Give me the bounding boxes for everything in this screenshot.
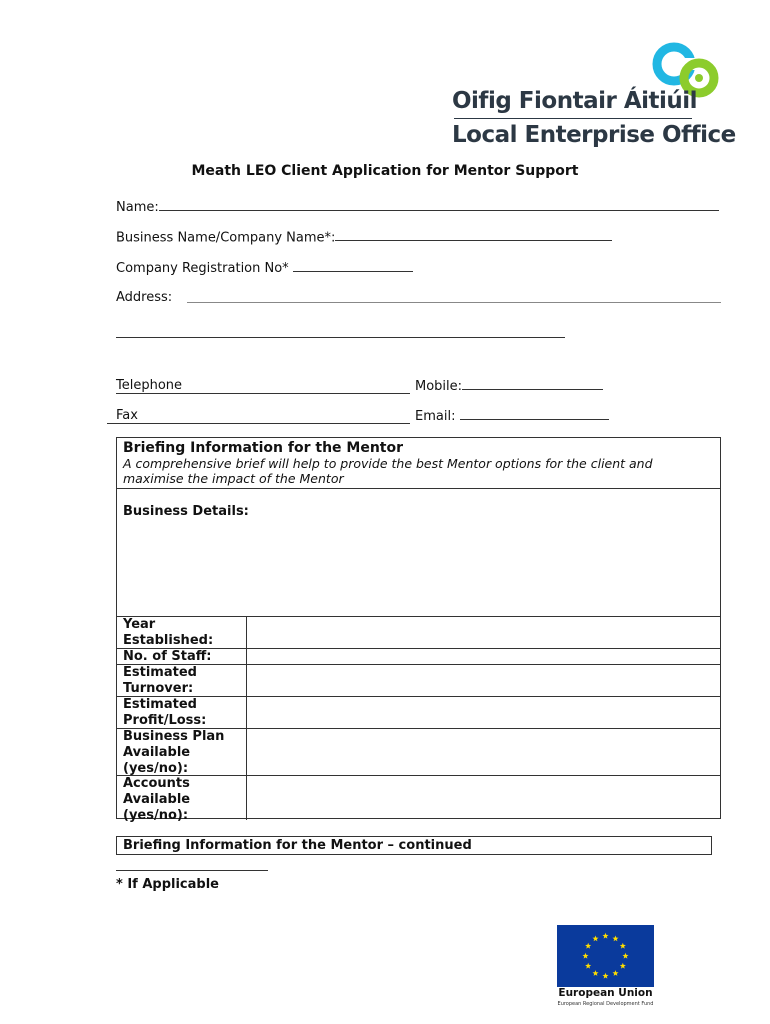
footnote-divider (116, 870, 268, 871)
year-established-input[interactable] (246, 617, 720, 648)
table-row (117, 665, 720, 697)
turnover-input[interactable] (246, 665, 720, 696)
business-name-field[interactable] (116, 229, 612, 245)
address-line-2[interactable] (116, 337, 565, 338)
eu-label: European Union (558, 987, 653, 999)
name-field[interactable] (116, 199, 719, 215)
company-reg-line[interactable] (293, 260, 413, 272)
eu-sublabel: European Regional Development Fund (557, 1001, 654, 1007)
company-reg-label: Company Registration No* (116, 261, 289, 276)
logo-irish-name: Oifig Fiontair Áitiúil (452, 88, 698, 114)
footnote (116, 877, 219, 892)
row-label: No. of Staff: (123, 649, 212, 664)
profit-loss-input[interactable] (246, 697, 720, 728)
footnote-text: * If Applicable (116, 877, 219, 892)
mobile-field[interactable] (415, 378, 603, 394)
page-title: Meath LEO Client Application for Mentor Support (191, 163, 579, 179)
business-name-label: Business Name/Company Name* (116, 230, 332, 246)
mobile-line[interactable] (462, 378, 603, 390)
business-details-label: Business Details: (123, 504, 249, 519)
briefing-subtitle: A comprehensive brief will help to provide the best Mentor options for the client and maximise the impact of the Mentor (123, 456, 653, 486)
address-field[interactable] (116, 290, 172, 305)
telephone-label: Telephone (116, 378, 183, 393)
fax-label: Fax (116, 408, 138, 423)
address-label: Address: (116, 290, 173, 305)
table-row (117, 776, 720, 823)
row-label: Year Established: (123, 617, 214, 648)
leo-logo (452, 40, 736, 150)
staff-count-input[interactable] (246, 649, 720, 664)
business-details-area[interactable] (117, 489, 720, 617)
row-label: Estimated Profit/Loss: (123, 697, 207, 728)
briefing-title: Briefing Information for the Mentor (123, 440, 404, 456)
business-name-line[interactable] (335, 229, 612, 241)
address-line-1[interactable] (187, 302, 721, 303)
fax-line[interactable] (107, 423, 410, 424)
business-plan-input[interactable] (246, 729, 720, 775)
mobile-label: Mobile: (415, 379, 463, 394)
row-label: Estimated Turnover: (123, 665, 197, 696)
logo-divider (454, 118, 692, 119)
table-row (117, 729, 720, 776)
logo-english-name: Local Enterprise Office (452, 122, 736, 148)
eu-flag-icon (557, 925, 654, 987)
name-label: Name: (116, 200, 159, 215)
telephone-line[interactable] (116, 393, 410, 394)
briefing-continued-header: Briefing Information for the Mentor – continued (116, 836, 712, 855)
row-label: Business Plan Available (yes/no): (123, 729, 225, 776)
company-reg-field[interactable] (116, 260, 413, 276)
accounts-input[interactable] (246, 776, 720, 820)
briefing-table (116, 437, 721, 823)
table-row (117, 617, 720, 649)
row-label: Accounts Available (yes/no): (123, 776, 191, 823)
table-row (117, 697, 720, 729)
name-line[interactable] (159, 199, 719, 211)
table-row (117, 649, 720, 665)
email-label: Email: (415, 409, 456, 424)
telephone-field[interactable] (116, 378, 182, 393)
email-line[interactable] (460, 408, 609, 420)
email-field[interactable] (415, 408, 609, 424)
business-name-colon: : (331, 230, 336, 246)
fax-field[interactable] (116, 408, 138, 423)
briefing-header (117, 438, 720, 489)
